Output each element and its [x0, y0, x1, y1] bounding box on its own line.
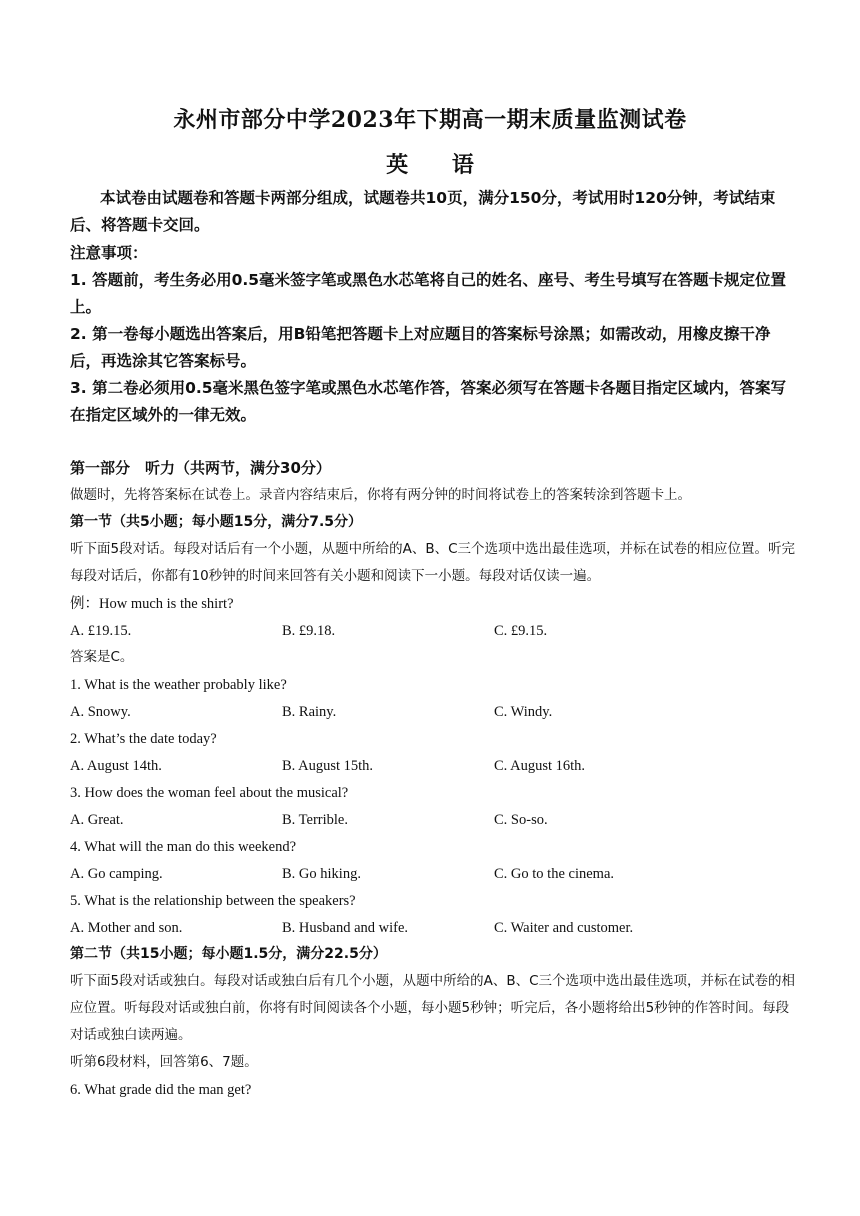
intro-text: 本试卷由试题卷和答题卡两部分组成，试题卷共10页，满分150分，考试用时120分钟，考试结束后、将答题卡交回。: [70, 189, 776, 234]
example-option-c: C. £9.15.: [494, 623, 548, 639]
question-1: 1. What is the weather probably like?: [70, 677, 287, 693]
example-answer: 答案是C。: [70, 649, 134, 665]
example-question: 例：How much is the shirt?: [70, 596, 234, 612]
section1-instruction: 听下面5段对话。每段对话后有一个小题，从题中所给的A、B、C三个选项中选出最佳选项，并标在试卷的相应位置。听完每段对话后，你都有10秒钟的时间来回答有关小题和阅读下一小题。每段对话仅读一遍。: [70, 541, 796, 584]
q5-option-a: A. Mother and son.: [70, 920, 183, 936]
q2-option-c: C. August 16th.: [494, 758, 586, 774]
q3-option-b: B. Terrible.: [282, 812, 348, 828]
notice-rule-2: 2. 第一卷每小题选出答案后，用B铅笔把答题卡上对应题目的答案标号涂黑；如需改动，用橡皮擦干净后，再选涂其它答案标号。: [70, 325, 771, 370]
section2-heading: 第二节（共15小题；每小题1.5分，满分22.5分）: [70, 946, 387, 962]
notice-rule-1: 1. 答题前，考生务必用0.5毫米签字笔或黑色水芯笔将自己的姓名、座号、考生号填写在答题卡规定位置上。: [70, 271, 787, 316]
question-2: 2. What’s the date today?: [70, 731, 217, 747]
question-3: 3. How does the woman feel about the musical?: [70, 785, 349, 801]
q5-option-c: C. Waiter and customer.: [494, 920, 634, 936]
q5-option-b: B. Husband and wife.: [282, 920, 409, 936]
q1-option-c: C. Windy.: [494, 704, 553, 720]
question-5: 5. What is the relationship between the speakers?: [70, 893, 356, 909]
example-option-b: B. £9.18.: [282, 623, 336, 639]
q1-option-a: A. Snowy.: [70, 704, 131, 720]
subject-title: 英 语: [386, 152, 492, 178]
material-6-instruction: 听第6段材料，回答第6、7题。: [70, 1054, 258, 1070]
question-4: 4. What will the man do this weekend?: [70, 839, 297, 855]
exam-title: 永州市部分中学2023年下期高一期末质量监测试卷: [173, 107, 687, 133]
q3-option-a: A. Great.: [70, 812, 124, 828]
part1-heading: 第一部分 听力（共两节，满分30分）: [70, 459, 331, 477]
notice-rule-3: 3. 第二卷必须用0.5毫米黑色签字笔或黑色水芯笔作答，答案必须写在答题卡各题目指定区域内，答案写在指定区域外的一律无效。: [70, 379, 787, 424]
q4-option-a: A. Go camping.: [70, 866, 163, 882]
question-6: 6. What grade did the man get?: [70, 1082, 252, 1098]
q4-option-c: C. Go to the cinema.: [494, 866, 615, 882]
q2-option-b: B. August 15th.: [282, 758, 374, 774]
section1-heading: 第一节（共5小题；每小题15分，满分7.5分）: [70, 514, 363, 530]
q3-option-c: C. So-so.: [494, 812, 548, 828]
q1-option-b: B. Rainy.: [282, 704, 337, 720]
q4-option-b: B. Go hiking.: [282, 866, 361, 882]
example-option-a: A. £19.15.: [70, 623, 132, 639]
q2-option-a: A. August 14th.: [70, 758, 162, 774]
section2-instruction: 听下面5段对话或独白。每段对话或独白后有几个小题，从题中所给的A、B、C三个选项中选出最佳选项，并标在试卷的相应位置。听每段对话或独白前，你将有时间阅读各个小题，每小题5秒钟；听完后，各小题将给出5秒钟的作答时间。每段对话或独白读两遍。: [70, 973, 796, 1043]
part1-instruction: 做题时，先将答案标在试卷上。录音内容结束后，你将有两分钟的时间将试卷上的答案转涂到答题卡上。: [70, 487, 691, 503]
notice-label: 注意事项：: [70, 244, 148, 262]
